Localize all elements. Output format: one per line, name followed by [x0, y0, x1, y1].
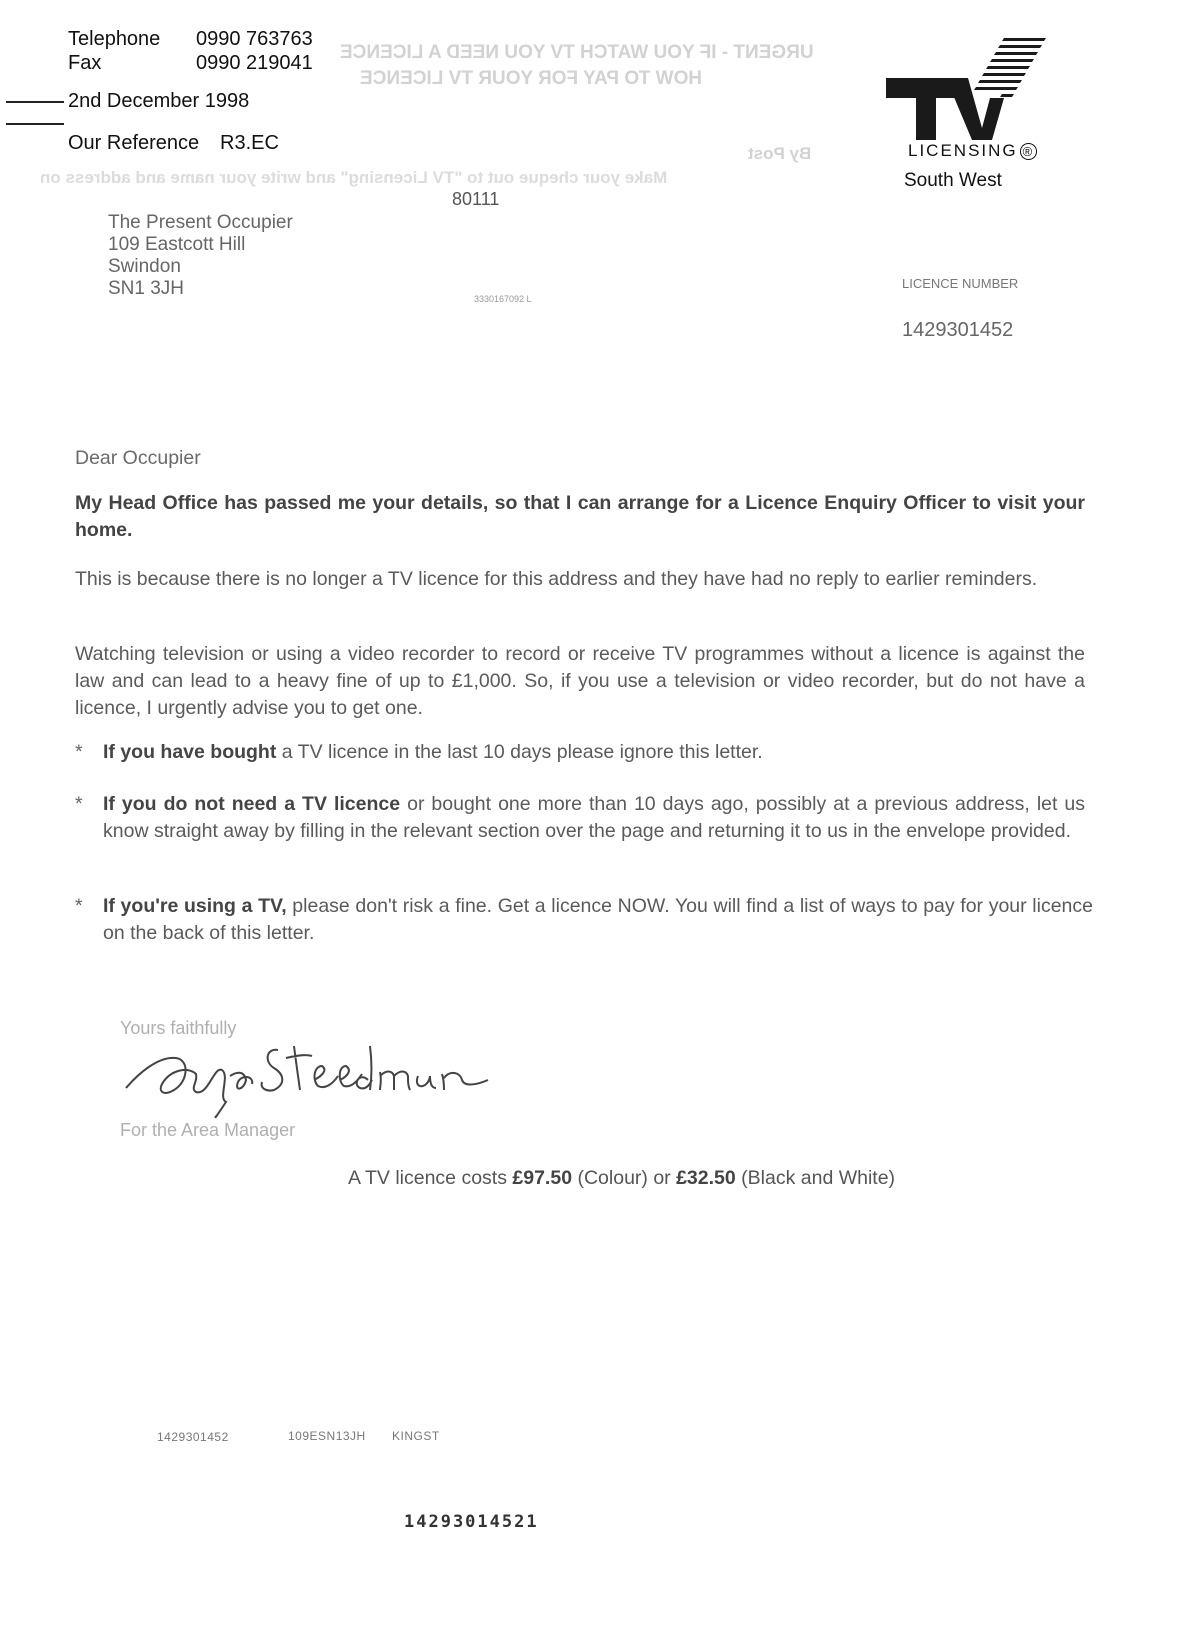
small-code: 3330167092 L [474, 294, 532, 304]
recipient-address [108, 212, 293, 300]
bullet-text: please don't risk a fine. Get a licence NOW. You will find a list of ways to pay for your licence on the back of this letter. [103, 895, 1093, 944]
registered-icon: ® [1020, 143, 1038, 160]
top-code: 80111 [452, 189, 500, 209]
address-line: Swindon [108, 256, 181, 277]
tv-logo-mark-icon [886, 36, 1056, 146]
fold-mark [6, 123, 64, 125]
bullet-bold: If you're using a TV, [103, 895, 287, 917]
bullet-star-icon: * [75, 895, 83, 917]
show-through-line: Make your cheque out to "TV Licensing" and write your name and address on [40, 168, 668, 187]
footer-licence-number: 1429301452 [157, 1430, 229, 1444]
tv-licensing-logo [886, 36, 1056, 146]
address-line: SN1 3JH [108, 278, 185, 299]
letter-date: 2nd December 1998 [68, 90, 250, 112]
cost-prefix: A TV licence costs [348, 1167, 507, 1189]
salutation: Dear Occupier [75, 447, 201, 469]
paragraph-no-licence: This is because there is no longer a TV licence for this address and they have had no reply to earlier reminders. [75, 568, 1038, 590]
reference-label: Our Reference [68, 132, 200, 154]
address-line: The Present Occupier [108, 212, 293, 233]
bullet-star-icon: * [75, 741, 83, 763]
paragraph-head-office: My Head Office has passed me your details, so that I can arrange for a Licence Enquiry Officer to visit your home. [75, 492, 1085, 541]
bullet-star-icon: * [75, 793, 83, 815]
licence-number: 1429301452 [902, 319, 1014, 341]
bw-price: £32.50 [676, 1167, 736, 1189]
licence-number-label: LICENCE NUMBER [902, 276, 1019, 291]
fax-label: Fax [68, 52, 102, 74]
colour-price: £97.50 [512, 1167, 573, 1189]
barcode-number: 14293014521 [404, 1512, 539, 1532]
bullet-text: a TV licence in the last 10 days please ignore this letter. [281, 741, 763, 763]
bullet-bold: If you do not need a TV licence [103, 793, 401, 815]
licensing-text: LICENSING [908, 141, 1018, 160]
bullet-using-tv [75, 893, 1093, 947]
closing: Yours faithfully [120, 1018, 237, 1038]
licensing-wordmark [908, 141, 1037, 161]
fold-mark [6, 101, 64, 103]
address-line: 109 Eastcott Hill [108, 234, 246, 255]
bullet-not-needed [75, 791, 1085, 845]
signature-scribble-icon [118, 1036, 518, 1120]
signoff: For the Area Manager [120, 1120, 296, 1140]
footer-office-code: KINGST [392, 1429, 440, 1443]
telephone-value: 0990 763763 [196, 28, 313, 50]
bullet-bold: If you have bought [103, 741, 277, 763]
bullet-bought [75, 739, 1085, 766]
licence-cost [348, 1167, 895, 1190]
footer-address-code: 109ESN13JH [288, 1429, 366, 1443]
telephone-label: Telephone [68, 28, 161, 50]
bullet-text: or bought one more than 10 days ago, possibly at a previous address, let us know straight away by filling in the relevant section over the page and returning it to us in the envelope provided. [103, 793, 1085, 842]
signature [118, 1036, 518, 1120]
colour-label: (Colour) or [577, 1167, 671, 1189]
paragraph-law-warning: Watching television or using a video recorder to record or receive TV programmes without a licence is against the law and can lead to a heavy fine of up to £1,000. So, if you use a television or video recorder, but do not have a licence, I urgently advise you to get one. [75, 643, 1085, 719]
show-through-line: By Post [748, 144, 812, 163]
bw-label: (Black and White) [741, 1167, 896, 1189]
fax-value: 0990 219041 [196, 52, 313, 74]
reference-value: R3.EC [220, 132, 279, 154]
show-through-line: URGENT - IF YOU WATCH TV YOU NEED A LICENCE [340, 42, 814, 63]
show-through-line: HOW TO PAY FOR YOUR TV LICENCE [360, 68, 703, 89]
region-name: South West [904, 170, 1002, 191]
